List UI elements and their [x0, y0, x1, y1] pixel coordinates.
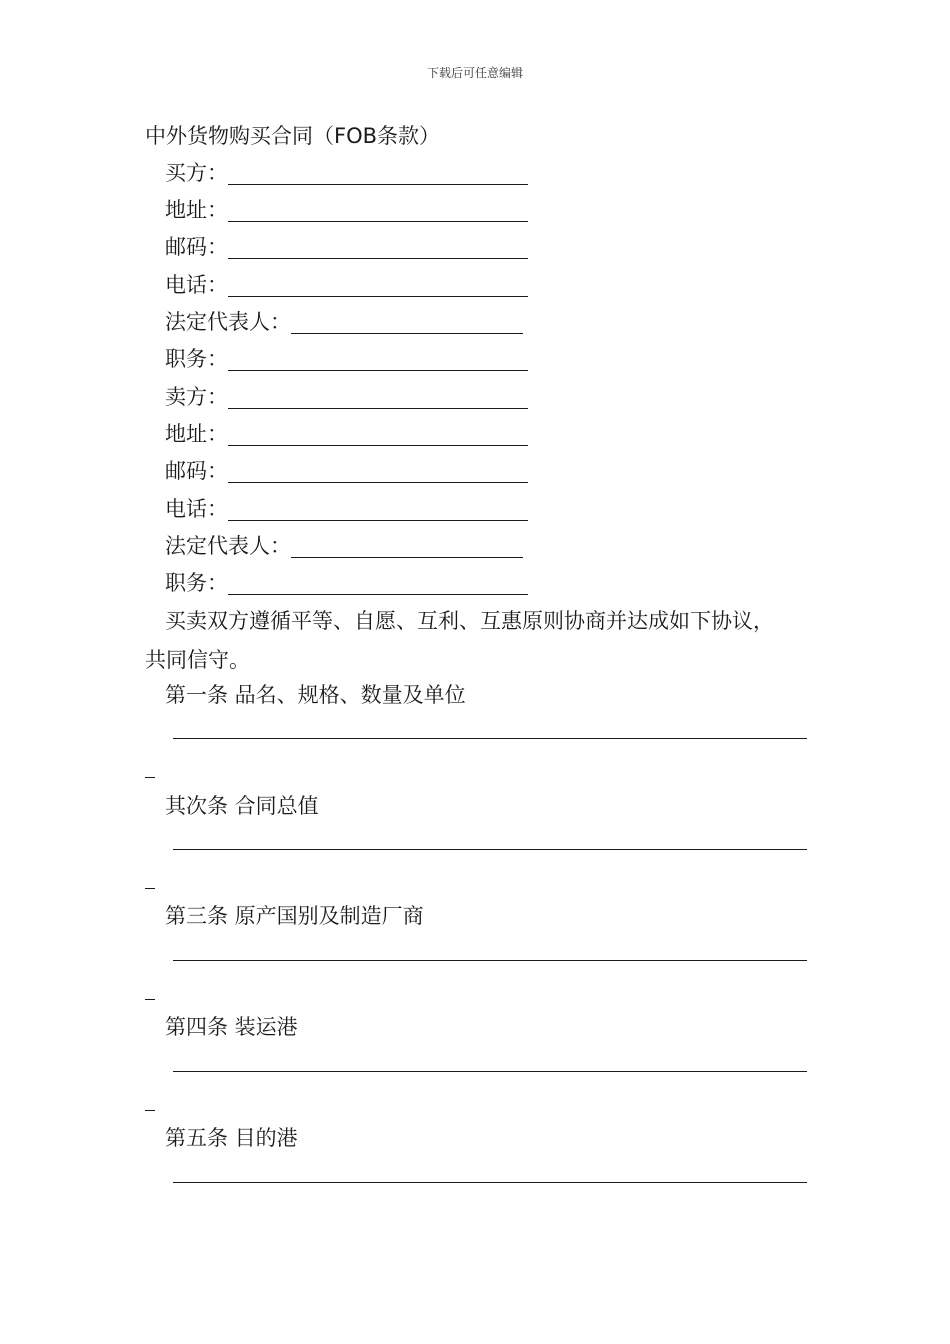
blank-line[interactable] — [228, 572, 528, 595]
intro-paragraph-line1: 买卖双方遵循平等、自愿、互利、互惠原则协商并达成如下协议， — [165, 609, 774, 633]
seller-postcode-field[interactable] — [165, 457, 528, 485]
field-label: 买方： — [165, 161, 228, 185]
article-3-blank-continuation — [145, 999, 155, 1000]
field-label: 法定代表人： — [165, 534, 291, 558]
seller-position-field[interactable] — [165, 569, 528, 597]
article-1-title: 第一条 品名、规格、数量及单位 — [165, 683, 466, 707]
seller-address-field[interactable] — [165, 420, 528, 448]
field-label: 邮码： — [165, 459, 228, 483]
article-2-blank-line[interactable] — [173, 849, 807, 850]
buyer-postcode-field[interactable] — [165, 233, 528, 261]
article-4-blank-line[interactable] — [173, 1071, 807, 1072]
article-2-blank-continuation — [145, 888, 155, 889]
field-label: 职务： — [165, 347, 228, 371]
article-1-blank-continuation — [145, 777, 155, 778]
intro-paragraph-line2: 共同信守。 — [145, 648, 250, 672]
seller-phone-field[interactable] — [165, 495, 528, 523]
article-4-title: 第四条 装运港 — [165, 1015, 298, 1039]
field-label: 电话： — [165, 497, 228, 521]
article-5-blank-line[interactable] — [173, 1182, 807, 1183]
field-label: 卖方： — [165, 385, 228, 409]
blank-line[interactable] — [228, 423, 528, 446]
article-3-blank-line[interactable] — [173, 960, 807, 961]
buyer-legal-rep-field[interactable] — [165, 308, 523, 336]
seller-field[interactable] — [165, 383, 528, 411]
field-label: 电话： — [165, 273, 228, 297]
article-3-title: 第三条 原产国别及制造厂商 — [165, 904, 424, 928]
buyer-field[interactable] — [165, 159, 528, 187]
field-label: 地址： — [165, 422, 228, 446]
buyer-phone-field[interactable] — [165, 271, 528, 299]
blank-line[interactable] — [291, 311, 523, 334]
contract-title: 中外货物购买合同（FOB条款） — [145, 124, 441, 148]
article-5-title: 第五条 目的港 — [165, 1126, 298, 1150]
buyer-position-field[interactable] — [165, 345, 528, 373]
article-1-blank-line[interactable] — [173, 738, 807, 739]
blank-line[interactable] — [228, 274, 528, 297]
article-2-title: 其次条 合同总值 — [165, 794, 319, 818]
field-label: 邮码： — [165, 235, 228, 259]
article-4-blank-continuation — [145, 1110, 155, 1111]
seller-legal-rep-field[interactable] — [165, 532, 523, 560]
blank-line[interactable] — [228, 498, 528, 521]
blank-line[interactable] — [228, 199, 528, 222]
blank-line[interactable] — [228, 460, 528, 483]
blank-line[interactable] — [228, 348, 528, 371]
blank-line[interactable] — [228, 162, 528, 185]
buyer-address-field[interactable] — [165, 196, 528, 224]
blank-line[interactable] — [228, 236, 528, 259]
blank-line[interactable] — [228, 386, 528, 409]
field-label: 地址： — [165, 198, 228, 222]
field-label: 法定代表人： — [165, 310, 291, 334]
field-label: 职务： — [165, 571, 228, 595]
blank-line[interactable] — [291, 535, 523, 558]
page-header-note: 下载后可任意编辑 — [426, 66, 523, 80]
